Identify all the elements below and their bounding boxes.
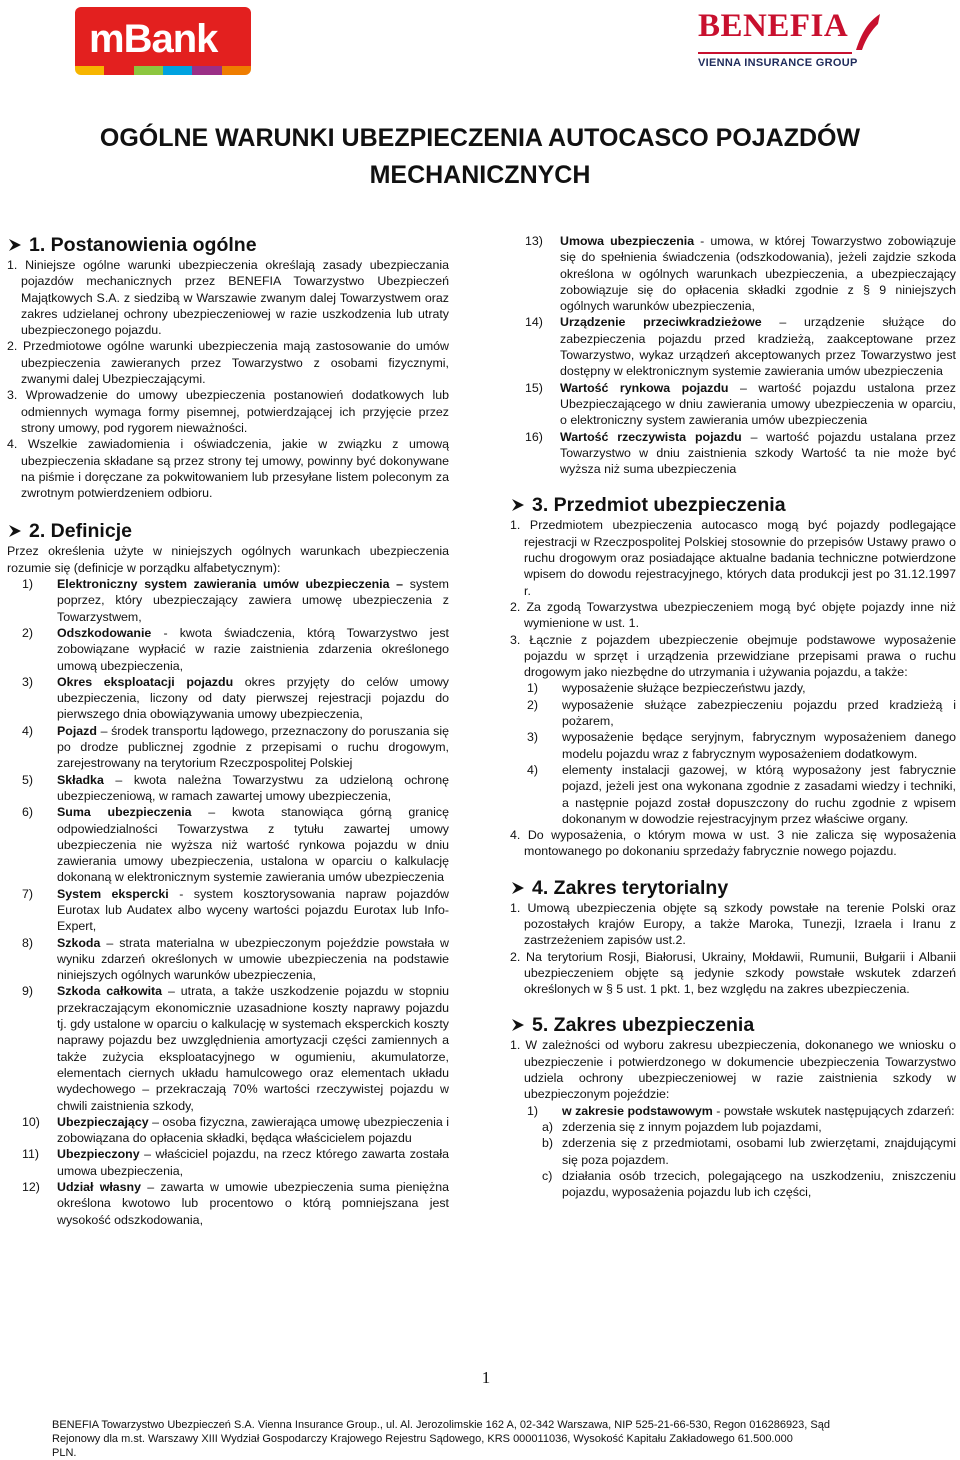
definition-text: – osoba fizyczna, zawierająca umowę ubezpieczenia i zobowiązana do opłacenia składki, będąca właścicielem pojazdu [57, 1114, 449, 1146]
definition-term: Wartość rynkowa pojazdu [560, 380, 729, 395]
benefia-logo-rule [698, 52, 852, 54]
definition-item [7, 576, 449, 625]
definition-term: Ubezpieczający [57, 1114, 149, 1129]
left-column [7, 233, 449, 1228]
definition-term: Składka [57, 772, 104, 787]
definition-item [7, 804, 449, 885]
definition-number: 1) [22, 577, 34, 592]
footer [52, 1418, 902, 1460]
section-3-sub-item: 4) elementy instalacji gazowej, w którą wyposażony jest fabrycznie pojazd, jeżeli jest ona wykonana zgodnie z zasadami wiedzy i techniki, a następnie pojazd został dopuszczony do ruchu zgodnie z wpisem dokonanym w dowodzie rejestracyjnym przez właściwe organy. [527, 762, 956, 826]
definition-text: - kwota świadczenia, którą Towarzystwo jest zobowiązane wypłacić w razie zaistnienia zdarzenia określonego umową ubezpieczenia, [57, 625, 449, 673]
section-3-item-1: 1. Przedmiotem ubezpieczenia autocasco mogą być pojazdy podlegające rejestracji w Rzeczpospolitej Polskiej stosownie do przepisów Ustawy prawo o ruchu drogowym oraz posiadające aktualne badania techniczne potwierdzone wpisem do dowodu rejestracyjnego, których data produkcji jest po 31.12.1997 r. [510, 518, 956, 598]
section-arrow-icon [510, 497, 526, 513]
definition-item [7, 1146, 449, 1179]
definition-item [7, 625, 449, 674]
definition-item [7, 1179, 449, 1228]
definition-item [7, 1114, 449, 1147]
mbank-logo-color-bars [75, 66, 251, 75]
section-5-heading: 5. Zakres ubezpieczenia [510, 1013, 956, 1037]
footer-line-2: Rejonowy dla m.st. Warszawy XIII Wydział Gospodarczy Krajowego Rejestru Sądowego, KRS 000011036, Wysokość Kapitału Zakładowego 61.500.000 [52, 1433, 793, 1445]
definition-number: 5) [22, 772, 34, 787]
section-4-heading: 4. Zakres terytorialny [510, 876, 956, 900]
definition-number: 8) [22, 935, 34, 950]
section-3-sub-items [510, 680, 956, 827]
definition-item [7, 772, 449, 805]
page-number: 1 [481, 1368, 491, 1387]
definition-text: – kwota należna Towarzystwu za udzieloną ochronę ubezpieczeniową, w ramach zawartej umowy ubezpieczenia, [57, 772, 449, 803]
section-1-item-1: 1. Niniejsze ogólne warunki ubezpieczenia określają zasady ubezpieczania pojazdów mechanicznych przez BENEFIA Towarzystwo Ubezpieczeń Majątkowych S.A. z siedzibą w Warszawie zwanym dalej Towarzystwem oraz zakres udzielanej ochrony ubezpieczeniowej w razie uszkodzenia lub utraty ubezpieczonego pojazdu. [7, 258, 449, 338]
definition-text: – zawarta w umowie ubezpieczenia suma pieniężna określona kwotowo lub procentowo o którą pomniejszana jest wysokość odszkodowania, [57, 1180, 449, 1227]
document-title-line2: MECHANICZNYCH [369, 161, 591, 189]
benefia-logo-subtext: VIENNA INSURANCE GROUP [698, 57, 858, 69]
definition-term: Suma ubezpieczenia [57, 805, 192, 820]
definition-text: - umowa, w której Towarzystwo zobowiązuje się do spełnienia świadczenia (odszkodowania), jeżeli zajdzie szkoda określona w ogólnych warunkach ubezpieczenia, a ubezpieczający zobowiązuje się do opłacenia składki zgodnie z § 9 niniejszych ogólnych warunków ubezpieczenia, [560, 234, 956, 314]
definition-item [7, 886, 449, 935]
definition-text: system poprzez, który ubezpieczający zawiera umowę ubezpieczenia z Towarzystwem, [57, 577, 449, 624]
section-5-item-1: 1. W zależności od wyboru zakresu ubezpieczenia, dokonanego we wniosku o ubezpieczenie i potwierdzonego w dokumencie ubezpieczenia Towarzystwo udziela ochrony ubezpieczeniowej w razie zaistnienia szkody w ubezpieczonym pojeździe: [510, 1038, 956, 1102]
section-2-intro: Przez określenia użyte w niniejszych ogólnych warunkach ubezpieczenia rozumie się (definicje w porządku alfabetycznym): [7, 544, 449, 575]
definition-item [7, 674, 449, 723]
section-3-item-2: 2. Za zgodą Towarzystwa ubezpieczeniem mogą być objęte pojazdy inne niż wymienione w ust. 1. [510, 599, 956, 631]
section-1-heading: 1. Postanowienia ogólne [7, 233, 449, 257]
definition-term: Elektroniczny system zawierania umów ubezpieczenia – [57, 577, 404, 592]
right-column [510, 233, 956, 1200]
definition-number: 12) [22, 1180, 40, 1195]
definition-term: Udział własny [57, 1180, 142, 1195]
definition-text: – strata materialna w ubezpieczonym pojeździe powstała w wyniku zdarzeń określonych w umowie ubezpieczenia na podstawie niniejszych ogólnych warunków ubezpieczenia, [57, 935, 449, 983]
definition-number: 6) [22, 805, 34, 820]
benefia-logo [688, 8, 888, 72]
definition-item [510, 429, 956, 478]
section-3-sub-item: 1) wyposażenie służące bezpieczeństwu jazdy, [527, 681, 806, 696]
benefia-emblem-icon [854, 12, 882, 52]
definition-term: Ubezpieczony [57, 1147, 140, 1162]
definition-number: 10) [22, 1114, 40, 1129]
section-1-item-3: 3. Wprowadzenie do umowy ubezpieczenia postanowień dodatkowych lub odmiennych wymaga formy pisemnej, potwierdzającej ich przyjęcie przez strony umowy, pod rygorem nieważności. [7, 388, 449, 435]
definition-number: 7) [22, 886, 34, 901]
definition-term: Umowa ubezpieczenia [560, 234, 695, 248]
definition-number: 9) [22, 984, 34, 999]
section-arrow-icon [7, 523, 23, 539]
definition-term: Szkoda [57, 935, 101, 950]
benefia-logo-text: BENEFIA [698, 8, 849, 44]
section-5-sub-item-1: 1) w zakresie podstawowym - powstałe wskutek następujących zdarzeń: [527, 1103, 955, 1118]
definition-number: 3) [22, 674, 34, 689]
section-arrow-icon [510, 1017, 526, 1033]
definition-number: 15) [525, 380, 543, 395]
definition-item [510, 314, 956, 379]
definition-text: – kwota stanowiąca górną granicę odpowiedzialności Towarzystwa z tytułu zawartej umowy ubezpieczenia nie wyższa niż wartość rynkowa pojazdu w dniu zawierania umowy ubezpieczenia, ustalona w oparciu o kalkulację dokonaną w elektronicznym systemie zawierania umów ubezpieczenia [57, 805, 449, 885]
definition-term: Szkoda całkowita [57, 984, 163, 999]
definition-text: okres przyjęty do celów umowy ubezpieczenia, liczony od daty pierwszej rejestracji pojazdu do pierwszego dnia obowiązywania umowy ubezpieczenia, [57, 674, 449, 722]
definition-number: 2) [22, 625, 34, 640]
definition-number: 16) [525, 429, 543, 444]
document-title [40, 120, 920, 194]
section-1-item-4: 4. Wszelkie zawiadomienia i oświadczenia, jakie w związku z umową ubezpieczenia składane są przez strony tej umowy, powinny być dokonywane na piśmie i doręczane za pokwitowaniem lub przesyłane listem poleconym za zwrotnym potwierdzeniem odbioru. [7, 437, 449, 501]
definitions-list-left [7, 576, 449, 1228]
section-5-letter-items [510, 1119, 956, 1200]
definition-item [7, 723, 449, 772]
definition-item [7, 983, 449, 1113]
mbank-logo-text: mBank [89, 17, 218, 61]
definition-text: - system kosztorysowania napraw pojazdów Eurotax lub Audatex albo wyceny wartości pojazdu Eurotax lub Info-Expert, [57, 886, 449, 934]
section-3-item-4: 4. Do wyposażenia, o którym mowa w ust. 3 nie zalicza się wyposażenia montowanego po dokonaniu sprzedaży fabrycznie nowego pojazdu. [510, 828, 956, 859]
footer-line-1: BENEFIA Towarzystwo Ubezpieczeń S.A. Vienna Insurance Group., ul. Al. Jerozolimskie 162 A, 02-342 Warszawa, NIP 525-21-66-530, Regon 016286923, Sąd [52, 1419, 830, 1431]
section-arrow-icon [7, 237, 23, 253]
section-1-item-2: 2. Przedmiotowe ogólne warunki ubezpieczenia mają zastosowanie do umów ubezpieczenia zawieranych przez Towarzystwo z osobami fizycznymi, zwanymi dalej Ubezpieczającymi. [7, 339, 449, 387]
definition-text: – środek transportu lądowego, przeznaczony do poruszania się po drodze publicznej zgodnie z przepisami o ruchu drogowym, zarejestrowany na terytorium Rzeczpospolitej Polskiej [57, 723, 449, 771]
section-3-sub-item: 3) wyposażenie będące seryjnym, fabrycznym wyposażeniem danego modelu pojazdu wraz z fabrycznym wyposażeniem dodatkowym. [527, 730, 956, 761]
definition-text: – urządzenie służące do zabezpieczenia pojazdu przed kradzieżą, zaakceptowane przez Towarzystwo, wykaz urządzeń akceptowanych przez Towarzystwo jest dostępny w elektronicznym systemie zawierania umów ubezpieczenia [560, 315, 956, 379]
definition-term: Wartość rzeczywista pojazdu [560, 429, 742, 444]
section-4-item-1: 1. Umową ubezpieczenia objęte są szkody powstałe na terenie Polski oraz pozostałych krajów Europy, a także Maroka, Tunezji, Izraela i Iranu z zastrzeżeniem zapisów ust.2. [510, 900, 956, 948]
section-4-item-2: 2. Na terytorium Rosji, Białorusi, Ukrainy, Mołdawii, Rumunii, Bułgarii i Albanii ubezpieczeniem objęte są jedynie szkody powstałe wskutek zdarzeń określonych w § 5 ust. 1 pkt. 1, bez względu na zakres ubezpieczenia. [510, 949, 956, 997]
definition-text: – utrata, a także uszkodzenie pojazdu w stopniu przekraczającym ekonomicznie uzasadnione koszty naprawy pojazdu tj. gdy ustalone w oparciu o kalkulację w systemach eksperckich koszty naprawy pojazdu bez uwzględnienia amortyzacji części zamiennych a także zużycia eksploatacyjnego w ogumieniu, akumulatorze, elementach ciernych układu hamulcowego oraz elementach układu wydechowego – przekraczają 70% wartości rzeczywistej pojazdu w chwili zaistnienia szkody, [57, 984, 449, 1113]
definition-item [7, 935, 449, 984]
definition-term: System ekspercki [57, 886, 169, 901]
definition-text: – wartość pojazdu ustalana przez Towarzystwo w dniu zaistnienia szkody Wartość ta nie może być wyższa niż suma ubezpieczenia [560, 429, 956, 477]
definition-item [510, 233, 956, 314]
definition-number: 4) [22, 723, 34, 738]
section-5-letter-item: b) zderzenia się z przedmiotami, osobami lub zwierzętami, znajdującymi się poza pojazdem. [542, 1136, 956, 1167]
definition-number: 14) [525, 315, 543, 330]
mbank-logo [75, 7, 251, 75]
footer-line-3: PLN. [52, 1447, 77, 1459]
definition-term: Odszkodowanie [57, 625, 152, 640]
section-arrow-icon [510, 880, 526, 896]
definition-item [510, 380, 956, 429]
definition-number: 11) [22, 1147, 39, 1162]
section-3-item-3: 3. Łącznie z pojazdem ubezpieczenie obejmuje podstawowe wyposażenie pojazdu w sprzęt i urządzenia przewidziane przepisami prawa o ruchu drogowym jako niezbędne do utrzymania i używania pojazdu, a także: [510, 632, 956, 680]
definitions-list-right [510, 233, 956, 477]
definition-term: Urządzenie przeciwkradzieżowe [560, 315, 762, 330]
section-5-letter-item: a) zderzenia się z innym pojazdem lub pojazdami, [542, 1119, 822, 1134]
section-3-heading: 3. Przedmiot ubezpieczenia [510, 493, 956, 517]
definition-number: 13) [525, 234, 543, 248]
section-5-letter-item: c) działania osób trzecich, polegającego na uszkodzeniu, zniszczeniu pojazdu, wyposażenia pojazdu lub ich części, [542, 1168, 956, 1200]
definition-term: Okres eksploatacji pojazdu [57, 674, 234, 689]
definition-text: – właściciel pojazdu, na rzecz którego zawarta została umowa ubezpieczenia, [57, 1147, 449, 1178]
document-title-line1: OGÓLNE WARUNKI UBEZPIECZENIA AUTOCASCO POJAZDÓW [99, 124, 861, 152]
section-3-sub-item: 2) wyposażenie służące zabezpieczeniu pojazdu przed kradzieżą i pożarem, [527, 697, 956, 729]
definition-text: – wartość pojazdu ustalona przez Ubezpieczającego w dniu zawierania umowy ubezpieczenia w oparciu, o elektroniczny system zawierania umów ubezpieczenia [560, 380, 957, 428]
definition-term: Pojazd [57, 723, 97, 738]
section-2-heading: 2. Definicje [7, 519, 449, 543]
